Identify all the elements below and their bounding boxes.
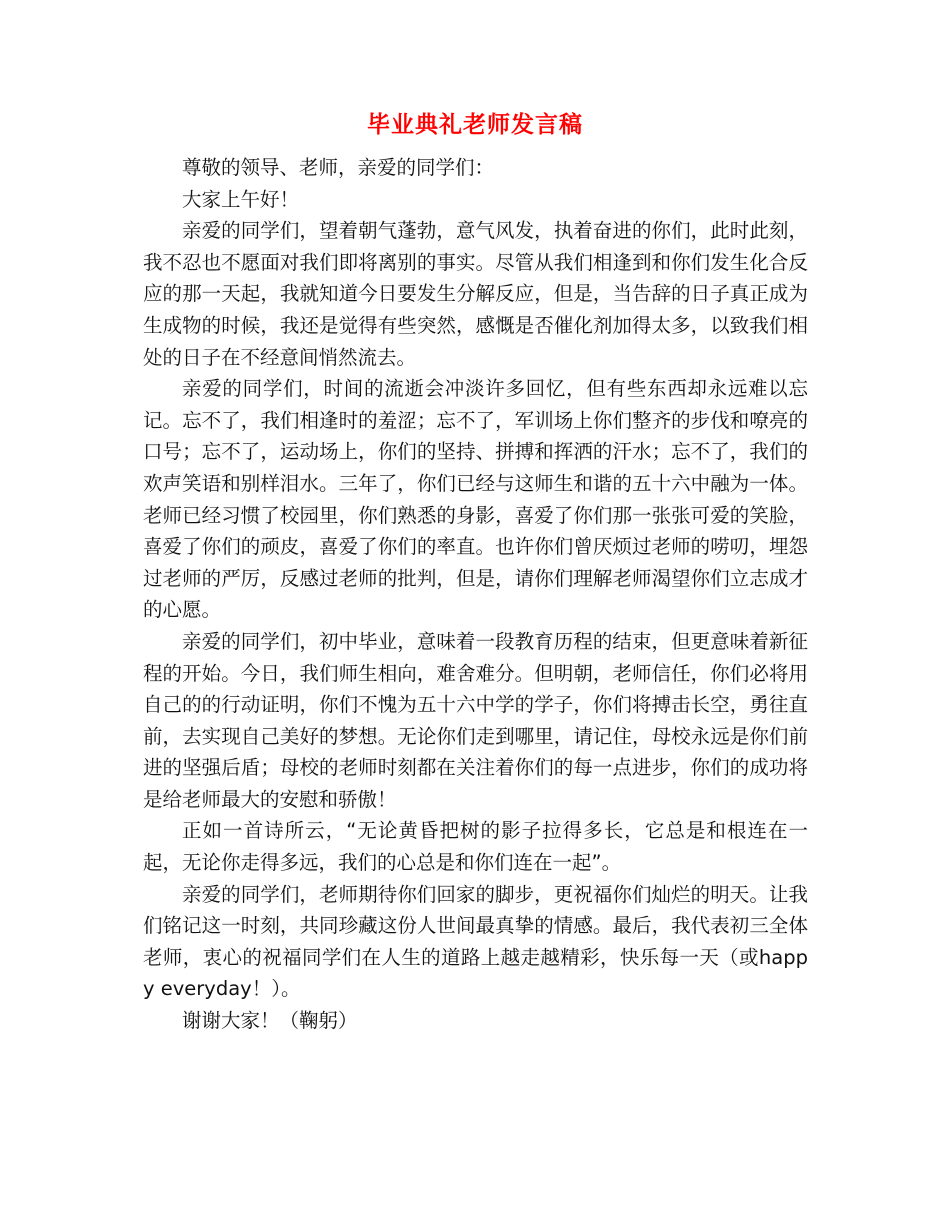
body-paragraph: 正如一首诗所云，“无论黄昏把树的影子拉得多长，它总是和根连在一起，无论你走得多远，我们的心总是和你们连在一起”。 xyxy=(143,819,808,875)
body-paragraph: 亲爱的同学们，望着朝气蓬勃，意气风发，执着奋进的你们，此时此刻，我不忍也不愿面对我们即将离别的事实。尽管从我们相逢到和你们发生化合反应的那一天起，我就知道今日要发生分解反应，但是，当告辞的日子真正成为生成物的时候，我还是觉得有些突然，感慨是否催化剂加得太多，以致我们相处的日子在不经意间悄然流去。 xyxy=(143,219,808,369)
body-paragraph: 亲爱的同学们，老师期待你们回家的脚步，更祝福你们灿烂的明天。让我们铭记这一时刻，共同珍藏这份人世间最真挚的情感。最后，我代表初三全体老师，衷心的祝福同学们在人生的道路上越走越精彩，快乐每一天（或happy everyday！）。 xyxy=(143,882,808,1001)
body-paragraph: 亲爱的同学们，时间的流逝会冲淡许多回忆，但有些东西却永远难以忘记。忘不了，我们相逢时的羞涩；忘不了，军训场上你们整齐的步伐和嘹亮的口号；忘不了，运动场上，你们的坚持、拼搏和挥洒的汗水；忘不了，我们的欢声笑语和别样泪水。三年了，你们已经与这师生和谐的五十六中融为一体。老师已经习惯了校园里，你们熟悉的身影，喜爱了你们那一张张可爱的笑脸，喜爱了你们的顽皮，喜爱了你们的率直。也许你们曾厌烦过老师的唠叨，埋怨过老师的严厉，反感过老师的批判，但是，请你们理解老师渴望你们立志成才的心愿。 xyxy=(143,377,808,622)
document-body xyxy=(143,152,808,1037)
closing-paragraph: 谢谢大家！（鞠躬） xyxy=(182,1009,358,1033)
body-paragraph: 亲爱的同学们，初中毕业，意味着一段教育历程的结束，但更意味着新征程的开始。今日，我们师生相向，难舍难分。但明朝，老师信任，你们必将用自己的的行动证明，你们不愧为五十六中学的学子，你们将搏击长空，勇往直前，去实现自己美好的梦想。无论你们走到哪里，请记住，母校永远是你们前进的坚强后盾；母校的老师时刻都在关注着你们的每一点进步，你们的成功将是给老师最大的安慰和骄傲！ xyxy=(143,629,808,811)
greeting-paragraph: 大家上午好！ xyxy=(182,187,300,211)
document-title: 毕业典礼老师发言稿 xyxy=(367,111,583,138)
salutation-paragraph: 尊敬的领导、老师，亲爱的同学们： xyxy=(182,156,495,179)
